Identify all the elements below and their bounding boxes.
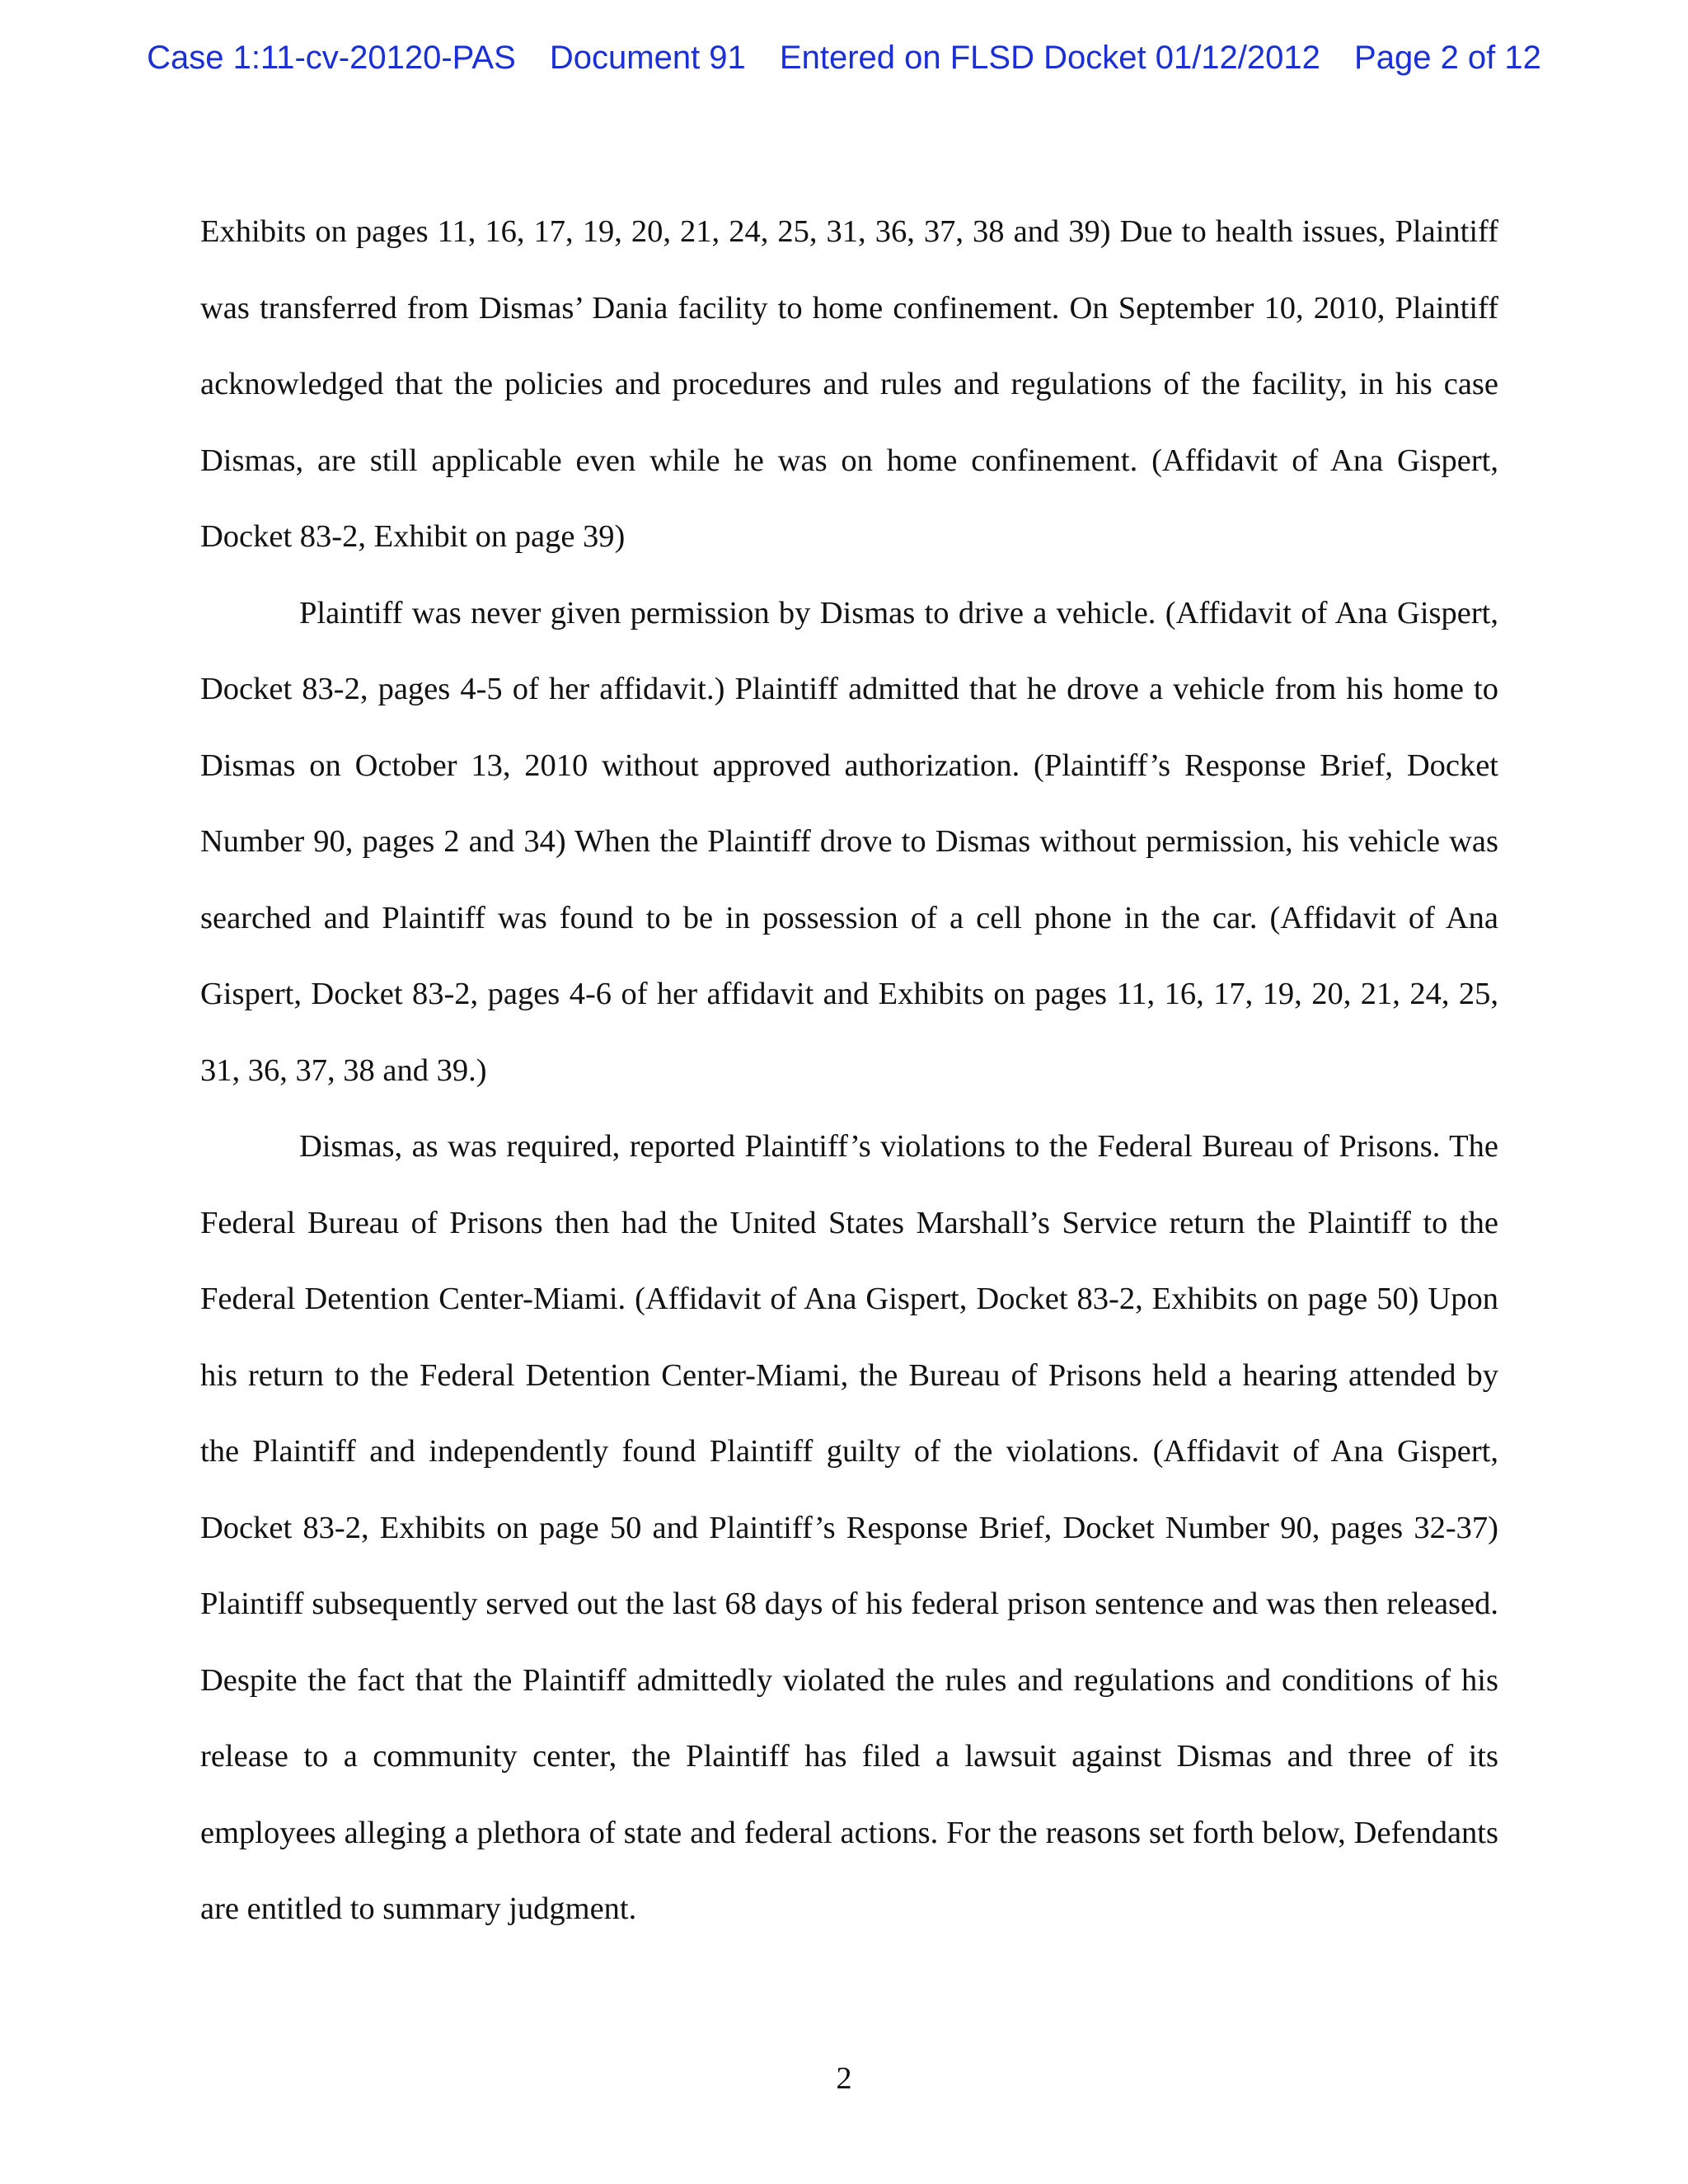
page-number: 2 xyxy=(836,2061,852,2096)
document-number: Document 91 xyxy=(549,40,746,76)
paragraph-vehicle: Plaintiff was never given permission by Dismas to drive a vehicle. (Affidavit of Ana Gispert, Docket 83-2, pages 4-5 of her affidavit.) Plaintiff admitted that he drove a vehicle from his home to Dismas on October 13, 2010 without approved authorization. (Plaintiff’s Response Brief, Docket Number 90, pages 2 and 34) When the Plaintiff drove to Dismas without permission, his vehicle was searched and Plaintiff was found to be in possession of a cell phone in the car. (Affidavit of Ana Gispert, Docket 83-2, pages 4-6 of her affidavit and Exhibits on pages 11, 16, 17, 19, 20, 21, 24, 25, 31, 36, 37, 38 and 39.) xyxy=(200,595,1498,1088)
docket-header xyxy=(0,36,1688,79)
page-indicator: Page 2 of 12 xyxy=(1354,40,1541,76)
entered-date: Entered on FLSD Docket 01/12/2012 xyxy=(779,40,1320,76)
paragraph-violations: Dismas, as was required, reported Plaintiff’s violations to the Federal Bureau of Prisons. The Federal Bureau of Prisons then had the United States Marshall’s Service return the Plaintiff to the Federal Detention Center-Miami. (Affidavit of Ana Gispert, Docket 83-2, Exhibits on page 50) Upon his return to the Federal Detention Center-Miami, the Bureau of Prisons held a hearing attended by the Plaintiff and independently found Plaintiff guilty of the violations. (Affidavit of Ana Gispert, Docket 83-2, Exhibits on page 50 and Plaintiff’s Response Brief, Docket Number 90, pages 32-37) Plaintiff subsequently served out the last 68 days of his federal prison sentence and was then released. Despite the fact that the Plaintiff admittedly violated the rules and regulations and conditions of his release to a community center, the Plaintiff has filed a lawsuit against Dismas and three of its employees alleging a plethora of state and federal actions. For the reasons set forth below, Defendants are entitled to summary judgment. xyxy=(200,1129,1498,1926)
case-number: Case 1:11-cv-20120-PAS xyxy=(147,40,516,76)
paragraph-continued: Exhibits on pages 11, 16, 17, 19, 20, 21, 24, 25, 31, 36, 37, 38 and 39) Due to health issues, Plaintiff was transferred from Dismas’ Dania facility to home confinement. On September 10, 2010, Plaintiff acknowledged that the policies and procedures and rules and regulations of the facility, in his case Dismas, are still applicable even while he was on home confinement. (Affidavit of Ana Gispert, Docket 83-2, Exhibit on page 39) xyxy=(200,214,1498,554)
document-body xyxy=(200,194,1498,1947)
